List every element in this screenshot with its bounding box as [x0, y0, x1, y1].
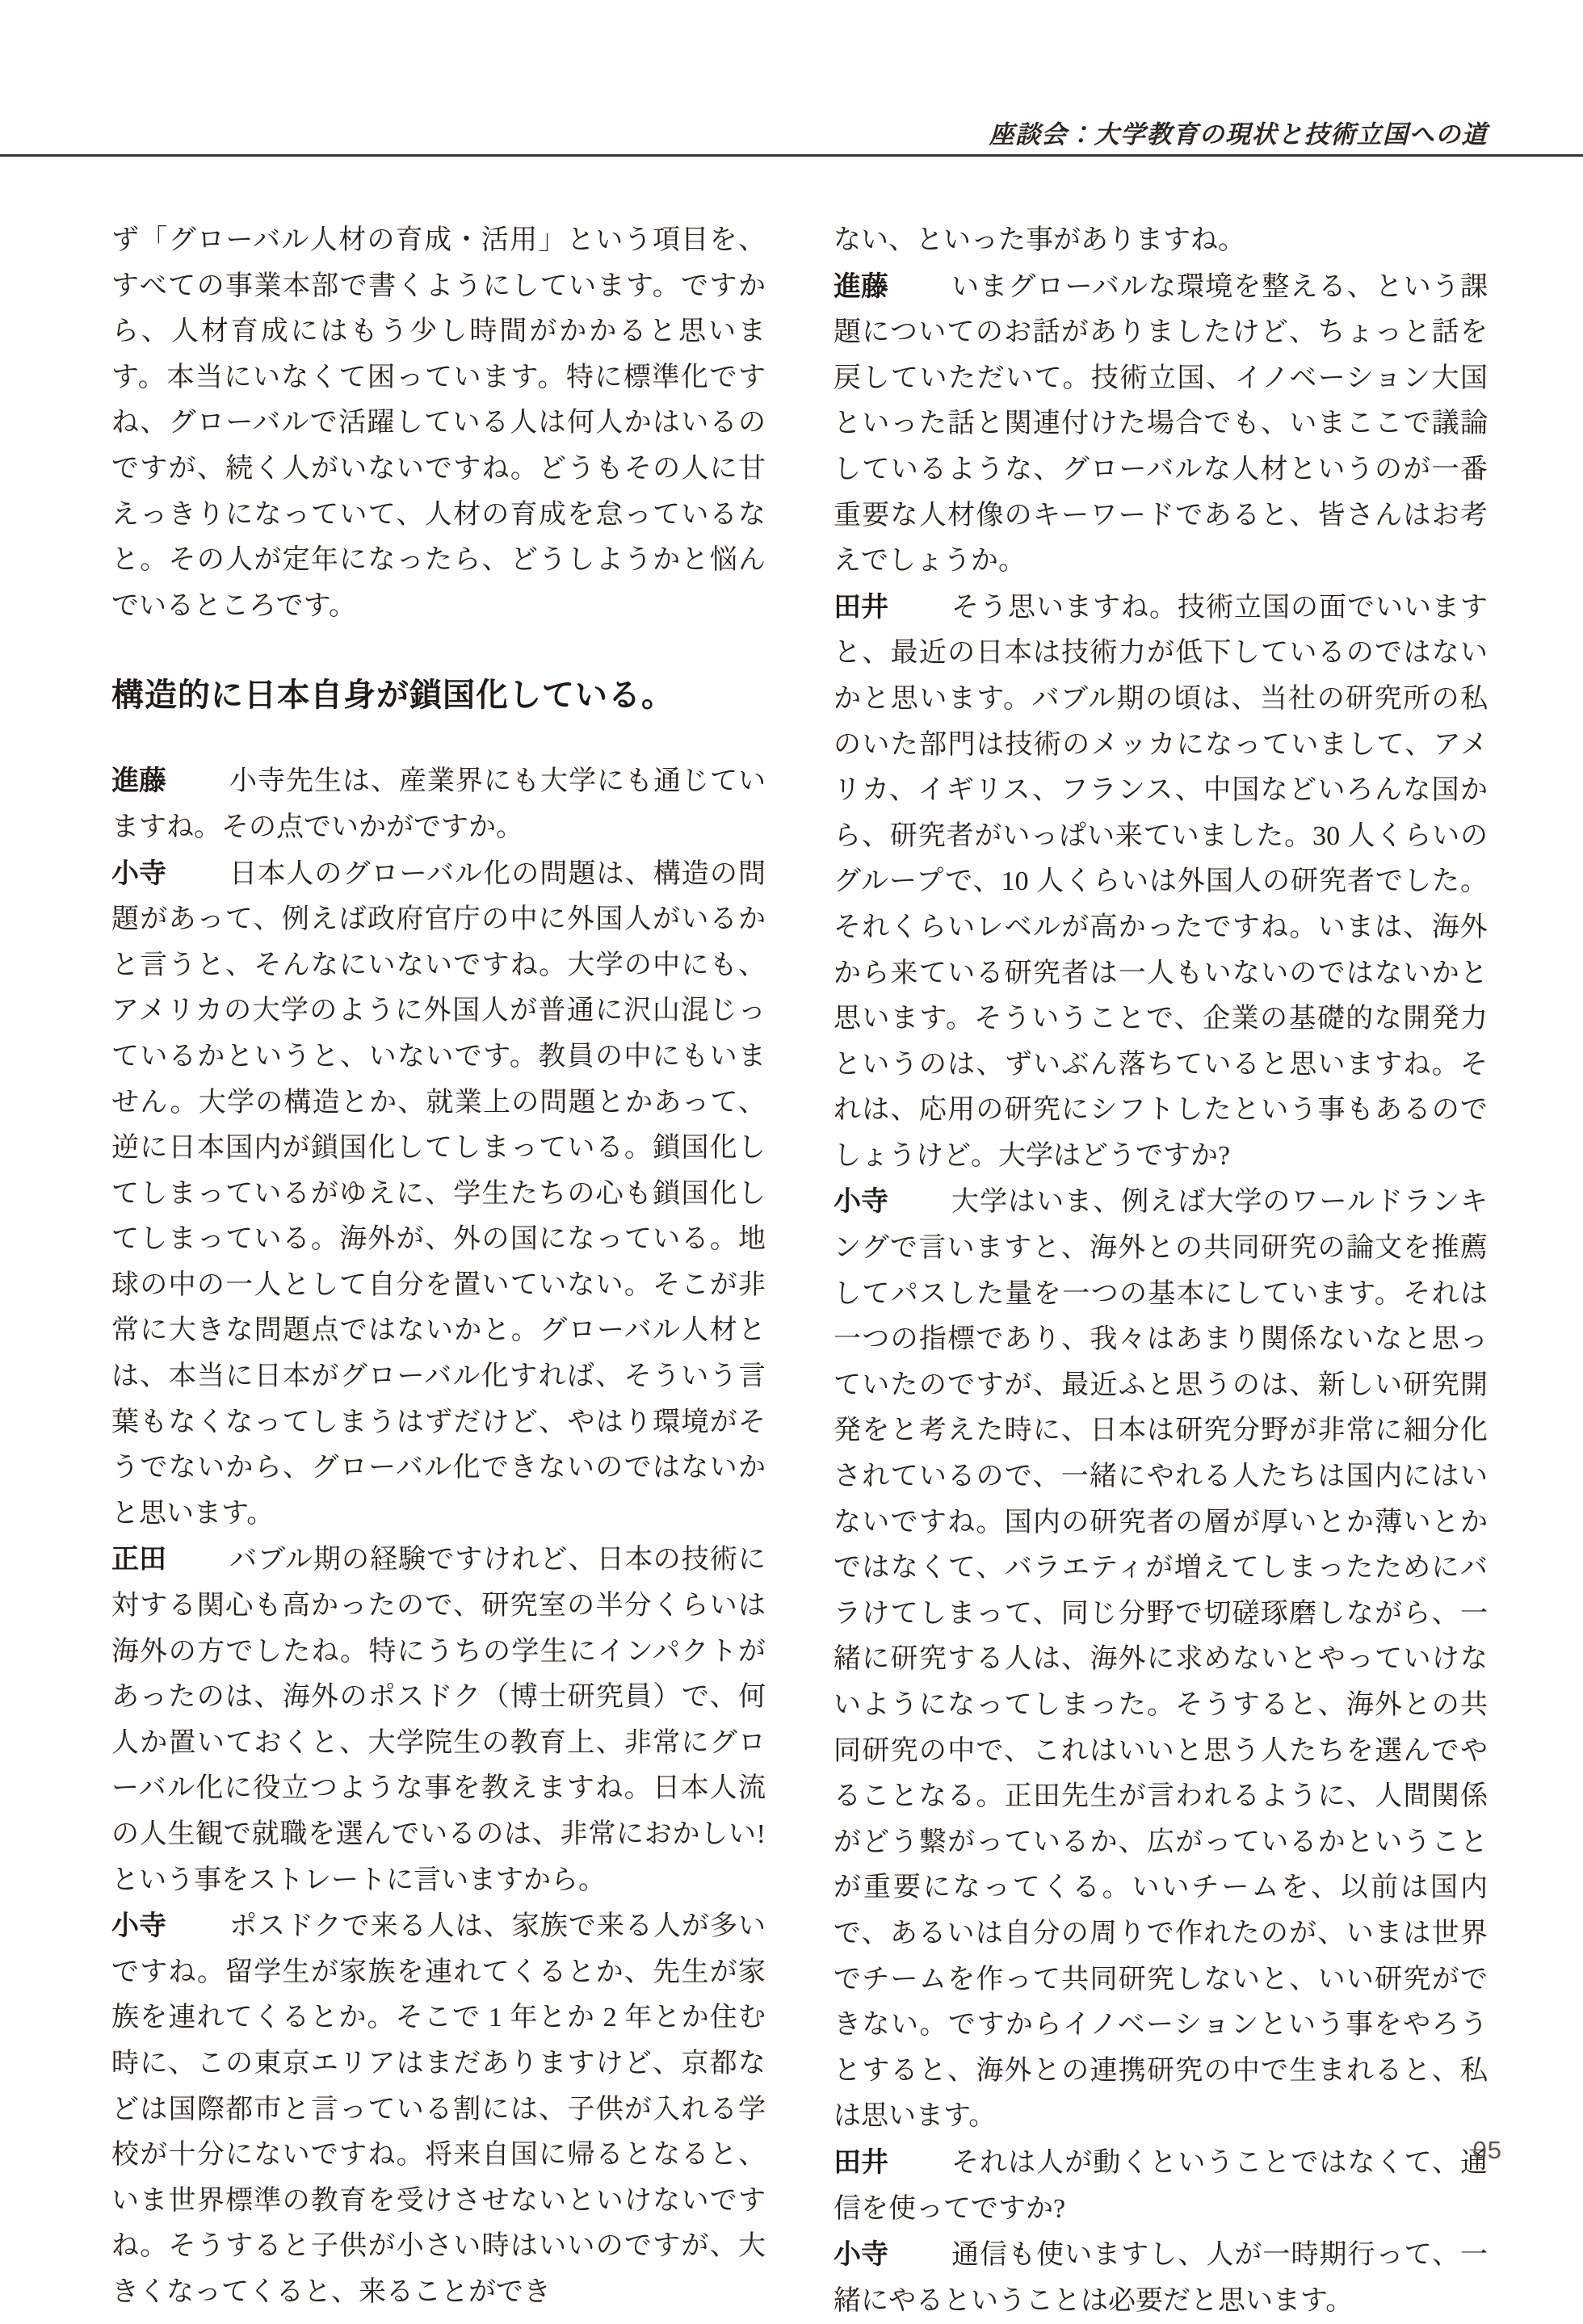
speaker-name: 進藤	[111, 766, 166, 797]
dialogue-paragraph	[111, 758, 766, 850]
dialogue-paragraph	[833, 2232, 1488, 2324]
page-number: 05	[1472, 2136, 1502, 2164]
dialogue-paragraph	[833, 2140, 1488, 2232]
dialogue-paragraph	[111, 1537, 766, 1903]
right-dialogue	[833, 218, 1488, 2324]
dialogue-paragraph	[833, 218, 1488, 264]
left-column	[111, 218, 766, 2324]
speaker-name: 小寺	[111, 858, 166, 889]
speaker-name: 正田	[111, 1544, 166, 1575]
speech-text: 小寺先生は、産業界にも大学にも通じていますね。その点でいかがですか。	[111, 766, 766, 842]
dialogue-paragraph	[833, 1179, 1488, 2139]
speaker-name: 小寺	[833, 2239, 888, 2271]
speech-text: いまグローバルな環境を整える、という課題についてのお話がありましたけど、ちょっと話を戻していただいて。技術立国、イノベーション大国といった話と関連付けた場合でも、いまここで議論しているような、グローバルな人材というのが一番重要な人材像のキーワードであると、皆さんはお考えでしょうか。	[833, 271, 1488, 577]
speech-text: ない、といった事がありますね。	[833, 225, 1245, 255]
dialogue-paragraph	[833, 264, 1488, 585]
left-dialogue	[111, 758, 766, 2315]
speech-text: 大学はいま、例えば大学のワールドランキングで言いますと、海外との共同研究の論文を推薦してパスした量を一つの基本にしています。それは一つの指標であり、我々はあまり関係ないなと思っていたのですが、最近ふと思うのは、新しい研究開発をと考えた時に、日本は研究分野が非常に細分化されているので、一緒にやれる人たちは国内にはいないですね。国内の研究者の層が厚いとか薄いとかではなくて、バラエティが増えてしまったためにバラけてしまって、同じ分野で切磋琢磨しながら、一緒に研究する人は、海外に求めないとやっていけないようになってしまった。そうすると、海外との共同研究の中で、これはいいと思う人たちを選んでやることなる。正田先生が言われるように、人間関係がどう繋がっているか、広がっているかということが重要になってくる。いいチームを、以前は国内で、あるいは自分の周りで作れたのが、いまは世界でチームを作って共同研究しないと、いい研究ができない。ですからイノベーションという事をやろうとすると、海外との連携研究の中で生まれると、私は思います。	[833, 1187, 1488, 2132]
speech-text: そう思いますね。技術立国の面でいいますと、最近の日本は技術力が低下しているのではないかと思います。バブル期の頃は、当社の研究所の私のいた部門は技術のメッカになっていまして、アメリカ、イギリス、フランス、中国などいろんな国から、研究者がいっぱい来ていました。30 人くらいのグループで、10 人くらいは外国人の研究者でした。それくらいレベルが高かったですね。いまは、海外から来ている研究者は一人もいないのではないかと思います。そういうことで、企業の基礎的な開発力というのは、ずいぶん落ちていると思いますね。それは、応用の研究にシフトしたという事もあるのでしょうけど。大学はどうですか?	[833, 592, 1488, 1171]
dialogue-paragraph	[111, 851, 766, 1537]
speaker-name: 田井	[833, 591, 888, 623]
header-rule	[0, 154, 1583, 157]
speaker-name: 田井	[833, 2146, 888, 2178]
speech-text: ポスドクで来る人は、家族で来る人が多いですね。留学生が家族を連れてくるとか、先生が家族を連れてくるとか。そこで 1 年とか 2 年とか住む時に、この東京エリアはまだありますけど、京都などは国際都市と言っている割には、子供が入れる学校が十分にないですね。将来自国に帰るとなると、いま世界標準の教育を受けさせないといけないですね。そうすると子供が小さい時はいいのですが、大きくなってくると、来ることができ	[111, 1911, 766, 2307]
dialogue-paragraph	[111, 1903, 766, 2315]
speech-text: バブル期の経験ですけれど、日本の技術に対する関心も高かったので、研究室の半分くらいは海外の方でしたね。特にうちの学生にインパクトがあったのは、海外のポスドク（博士研究員）で、何人か置いておくと、大学院生の教育上、非常にグローバル化に役立つような事を教えますね。日本人流の人生観で就職を選んでいるのは、非常におかしい!という事をストレートに言いますから。	[111, 1545, 766, 1895]
page-header-title: 座談会：大学教育の現状と技術立国への道	[989, 120, 1488, 149]
speech-text: 日本人のグローバル化の問題は、構造の問題があって、例えば政府官庁の中に外国人がいるかと言うと、そんなにいないですね。大学の中にも、アメリカの大学のように外国人が普通に沢山混じっているかというと、いないです。教員の中にもいません。大学の構造とか、就業上の問題とかあって、逆に日本国内が鎖国化してしまっている。鎖国化してしまっているがゆえに、学生たちの心も鎖国化してしまっている。海外が、外の国になっている。地球の中の一人として自分を置いていない。そこが非常に大きな問題点ではないかと。グローバル人材とは、本当に日本がグローバル化すれば、そういう言葉もなくなってしまうはずだけど、やはり環境がそうでないから、グローバル化できないのではないかと思います。	[111, 858, 766, 1529]
section-heading: 構造的に日本自身が鎖国化している。	[111, 677, 674, 714]
speech-text: それは人が動くということではなくて、通信を使ってですか?	[833, 2147, 1488, 2224]
speaker-name: 小寺	[111, 1911, 166, 1942]
intro-paragraph: ず「グローバル人材の育成・活用」という項目を、すべての事業本部で書くようにしています。ですから、人材育成にはもう少し時間がかかると思います。本当にいなくて困っています。特に標準化ですね、グローバルで活躍している人は何人かはいるのですが、続く人がいないですね。どうもその人に甘えっきりになっていて、人材の育成を怠っているなと。その人が定年になったら、どうしようかと悩んでいるところです。	[111, 225, 766, 621]
dialogue-paragraph	[833, 585, 1488, 1180]
speech-text: 通信も使いますし、人が一時期行って、一緒にやるということは必要だと思います。	[833, 2240, 1488, 2316]
right-column	[833, 218, 1488, 2324]
speaker-name: 進藤	[833, 271, 888, 302]
page-content	[111, 218, 1488, 2324]
speaker-name: 小寺	[833, 1186, 888, 1218]
